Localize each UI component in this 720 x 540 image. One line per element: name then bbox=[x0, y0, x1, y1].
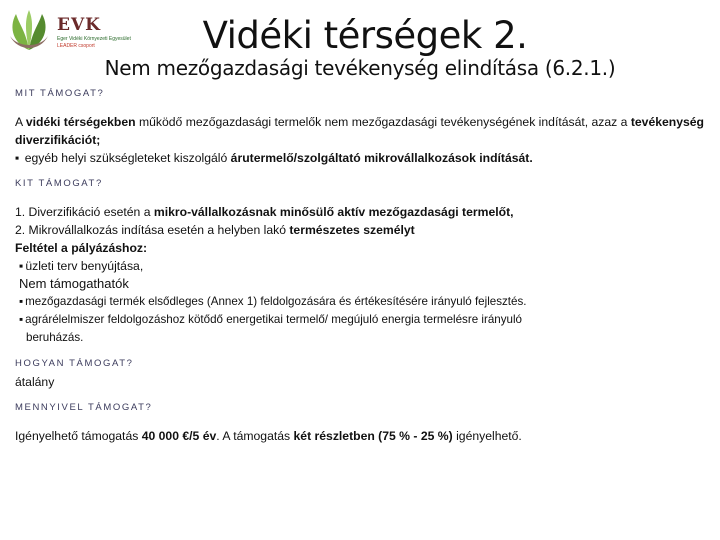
logo-subtitle: Eger Vidéki Környezeti Egyesület bbox=[57, 36, 131, 42]
text-run: működő mezőgazdasági termelők nem mezőgazdasági tevékenységének indítását, azaz a bbox=[135, 115, 631, 129]
condition-label: Feltétel a pályázáshoz: bbox=[15, 241, 148, 255]
logo-name: EVK bbox=[57, 15, 101, 35]
section-heading-mit: MIT TÁMOGAT? bbox=[15, 88, 105, 99]
hogyan-text: átalány bbox=[15, 375, 55, 389]
text-run-bold: természetes személyt bbox=[289, 223, 415, 237]
not-supported-item-2: ▪ agrárélelmiszer feldolgozáshoz kötődő energetikai termelő/ megújuló energia termelésre irányuló bbox=[15, 311, 705, 329]
text-run: 1. Diverzifikáció esetén a bbox=[15, 205, 154, 219]
mennyivel-text bbox=[15, 427, 705, 445]
mit-bullet bbox=[15, 149, 705, 167]
text-run: Igényelhető támogatás bbox=[15, 429, 142, 443]
text-run-bold: árutermelő/szolgáltató mikrovállalkozások indítását. bbox=[230, 151, 533, 165]
condition-item: ▪ üzleti terv benyújtása, bbox=[15, 257, 705, 275]
kit-line-2 bbox=[15, 221, 705, 239]
kit-line-1 bbox=[15, 203, 705, 221]
logo-tagline: LEADER csoport bbox=[57, 43, 95, 49]
not-supported-label: Nem támogathatók bbox=[19, 276, 129, 291]
text-run: 2. Mikrovállalkozás indítása esetén a helyben lakó bbox=[15, 223, 290, 237]
page-title: Vidéki térségek 2. bbox=[202, 14, 528, 57]
text-run-bold: két részletben (75 % - 25 %) bbox=[293, 429, 453, 443]
section-heading-hogyan: HOGYAN TÁMOGAT? bbox=[15, 358, 134, 369]
page-subtitle: Nem mezőgazdasági tevékenység elindítása (6.2.1.) bbox=[104, 56, 616, 80]
not-supported-item-2-cont: beruházás. bbox=[26, 331, 84, 344]
text-run: egyéb helyi szükségleteket kiszolgáló bbox=[24, 151, 231, 165]
text-run-bold: vidéki térségekben bbox=[25, 115, 136, 129]
text-run-bold: tevékenység diverzifikációt; bbox=[15, 115, 705, 147]
text-run-bold: 40 000 €/5 év bbox=[141, 429, 217, 443]
mit-paragraph bbox=[15, 113, 705, 149]
not-supported-item-1: ▪ mezőgazdasági termék elsődleges (Annex 1) feldolgozására és értékesítésére irányuló fejlesztés. bbox=[15, 293, 705, 311]
text-run: . A támogatás bbox=[216, 429, 294, 443]
main-content bbox=[15, 85, 705, 445]
section-heading-mennyivel: MENNYIVEL TÁMOGAT? bbox=[15, 402, 153, 413]
text-run: A bbox=[15, 115, 26, 129]
section-heading-kit: KIT TÁMOGAT? bbox=[15, 178, 103, 189]
text-run: igényelhető. bbox=[452, 429, 522, 443]
text-run-bold: mikro-vállalkozásnak minősülő aktív mezőgazdasági termelőt, bbox=[153, 205, 514, 219]
